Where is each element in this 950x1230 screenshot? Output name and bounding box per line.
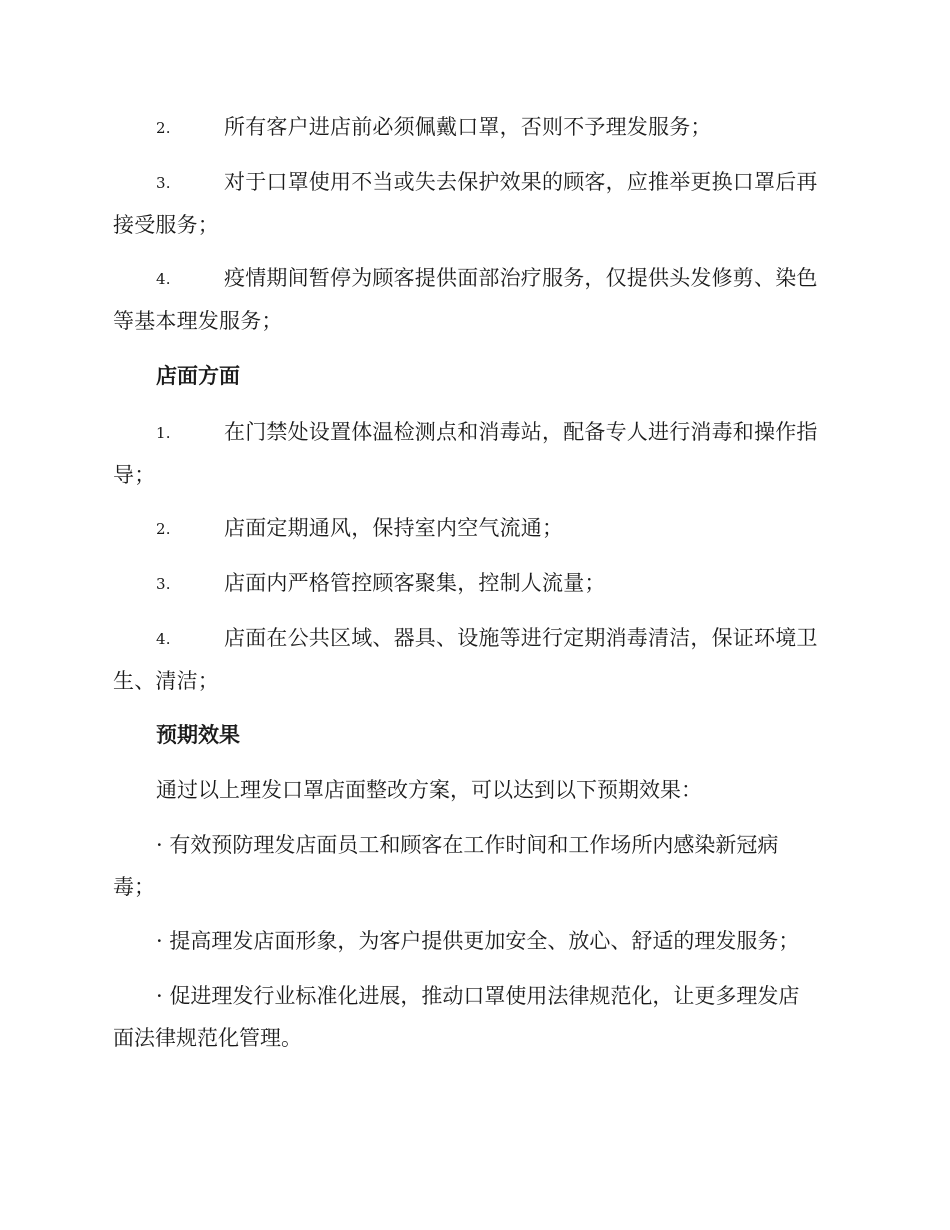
list-number: 3. [156, 575, 171, 593]
bullet-text: · 有效预防理发店面员工和顾客在工作时间和工作场所内感染新冠病 [156, 833, 779, 857]
list-item [113, 507, 835, 550]
list-item [113, 106, 835, 149]
list-number: 4. [156, 270, 171, 288]
list-text-continuation: 接受服务； [113, 213, 219, 237]
list-text: 店面定期通风，保持室内空气流通； [224, 516, 564, 540]
list-number: 4. [156, 630, 171, 648]
list-text: 店面在公共区域、器具、设施等进行定期消毒清洁，保证环境卫 [224, 626, 818, 650]
list-item-first-line [113, 257, 835, 300]
bullet-text-continuation: 毒； [113, 875, 155, 899]
list-number: 2. [156, 119, 171, 137]
section-heading-effect: 预期效果 [156, 723, 240, 747]
list-number: 3. [156, 174, 171, 192]
bullet-text-continuation: 面法律规范化管理。 [113, 1026, 302, 1050]
intro-paragraph: 通过以上理发口罩店面整改方案，可以达到以下预期效果： [156, 778, 702, 802]
list-text: 疫情期间暂停为顾客提供面部治疗服务，仅提供头发修剪、染色 [224, 266, 818, 290]
list-text-continuation: 生、清洁； [113, 669, 219, 693]
list-item [113, 161, 835, 246]
bullet-text: · 促进理发行业标准化进展，推动口罩使用法律规范化，让更多理发店 [156, 984, 800, 1008]
section-heading-store: 店面方面 [156, 364, 240, 388]
list-text-continuation: 等基本理发服务； [113, 309, 283, 333]
bullet-text: · 提高理发店面形象，为客户提供更加安全、放心、舒适的理发服务； [156, 929, 800, 953]
list-text-continuation: 导； [113, 463, 156, 487]
list-item [113, 562, 835, 605]
list-item-first-line [113, 411, 835, 454]
list-text: 店面内严格管控顾客聚集，控制人流量； [224, 571, 606, 595]
list-item-first-line [113, 507, 835, 550]
list-item-first-line [113, 617, 835, 660]
bullet-item [113, 920, 835, 962]
list-number: 1. [156, 424, 171, 442]
bullet-item [113, 824, 835, 908]
list-item [113, 411, 835, 496]
list-text: 在门禁处设置体温检测点和消毒站，配备专人进行消毒和操作指 [224, 420, 818, 444]
bullet-item [113, 975, 835, 1059]
list-number: 2. [156, 520, 171, 538]
list-item-first-line [113, 562, 835, 605]
list-item-first-line [113, 106, 835, 149]
list-text: 对于口罩使用不当或失去保护效果的顾客，应推举更换口罩后再 [224, 170, 818, 194]
list-text: 所有客户进店前必须佩戴口罩，否则不予理发服务； [224, 115, 712, 139]
list-item [113, 617, 835, 702]
list-item [113, 257, 835, 342]
list-item-first-line [113, 161, 835, 204]
